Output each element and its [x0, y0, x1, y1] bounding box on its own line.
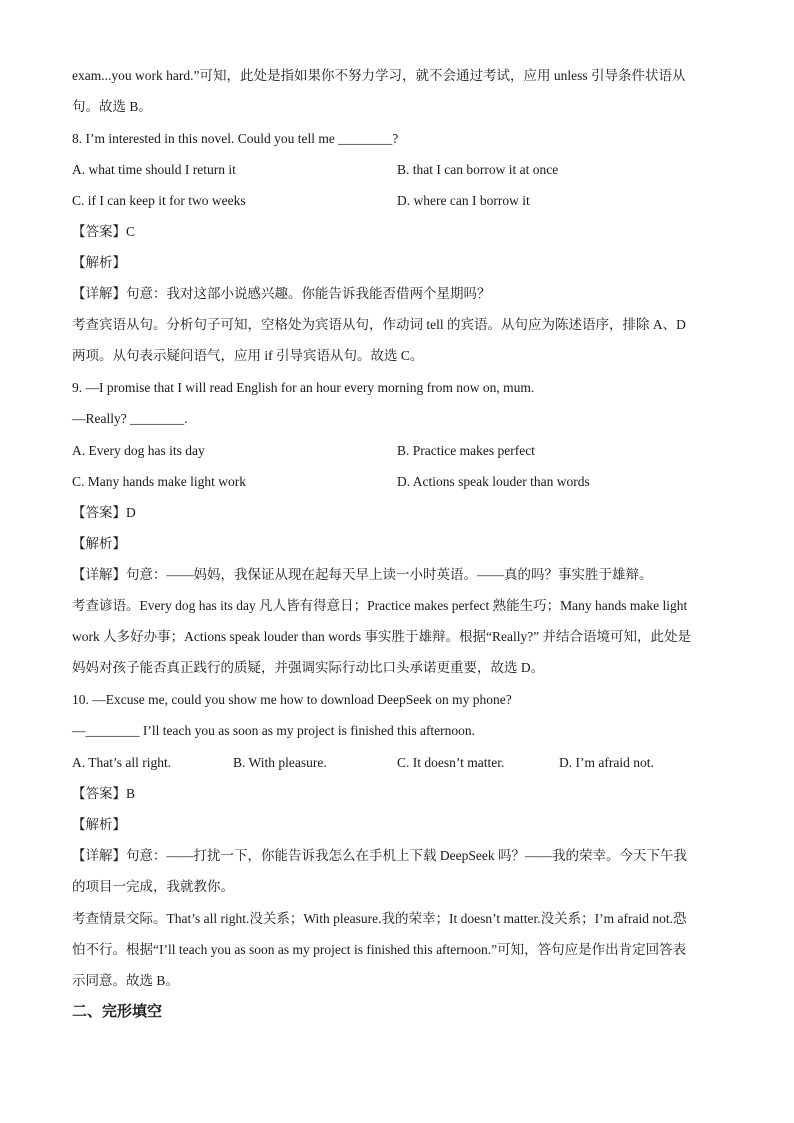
q8-explanation: 考查宾语从句。分析句子可知，空格处为宾语从句，作动词 tell 的宾语。从句应为陈述语序，排除 A、D — [72, 317, 686, 332]
text-line: exam...you work hard.”可知，此处是指如果你不努力学习，就不会通过考试，应用 unless 引导条件状语从 — [72, 68, 686, 83]
q10-explanation: 示同意。故选 B。 — [72, 973, 179, 988]
q9-explanation: 妈妈对孩子能否真正践行的质疑，并强调实际行动比口头承诺更重要，故选 D。 — [72, 660, 545, 675]
question-10-response: —________ I’ll teach you as soon as my project is finished this afternoon. — [72, 723, 476, 738]
q9-option-a: A. Every dog has its day — [72, 443, 205, 458]
q10-detail: 【详解】句意：——打扰一下，你能告诉我怎么在手机上下载 DeepSeek 吗？——我的荣幸。今天下午我 — [72, 848, 687, 863]
q8-analysis-label: 【解析】 — [72, 255, 126, 270]
q9-explanation: 考查谚语。Every dog has its day 凡人皆有得意日；Practice makes perfect 熟能生巧；Many hands make light — [72, 598, 688, 613]
q8-option-c: C. if I can keep it for two weeks — [72, 193, 246, 208]
text-line: 句。故选 B。 — [72, 99, 152, 114]
q9-option-b: B. Practice makes perfect — [397, 443, 535, 458]
q10-explanation: 怕不行。根据“I’ll teach you as soon as my project is finished this afternoon.”可知，答句应是作出肯定回答表 — [72, 942, 687, 957]
q10-explanation: 考查情景交际。That’s all right.没关系；With pleasure.我的荣幸；It doesn’t matter.没关系；I’m afraid not.恐 — [72, 911, 687, 926]
q8-option-a: A. what time should I return it — [72, 162, 236, 177]
q9-answer: 【答案】D — [72, 505, 136, 520]
question-10-stem: 10. —Excuse me, could you show me how to download DeepSeek on my phone? — [72, 692, 512, 707]
q9-option-d: D. Actions speak louder than words — [397, 474, 590, 489]
section-heading: 二、完形填空 — [72, 1004, 163, 1020]
q10-option-c: C. It doesn’t matter. — [397, 755, 505, 770]
question-9-response: —Really? ________. — [72, 411, 188, 426]
q9-analysis-label: 【解析】 — [72, 536, 126, 551]
q10-option-d: D. I’m afraid not. — [559, 755, 654, 770]
q9-option-c: C. Many hands make light work — [72, 474, 246, 489]
q10-option-a: A. That’s all right. — [72, 755, 172, 770]
q9-detail: 【详解】句意：——妈妈，我保证从现在起每天早上读一小时英语。——真的吗？事实胜于雄辩。 — [72, 567, 653, 582]
q10-answer: 【答案】B — [72, 786, 136, 801]
question-9-stem: 9. —I promise that I will read English for an hour every morning from now on, mum. — [72, 380, 535, 395]
q8-option-b: B. that I can borrow it at once — [397, 162, 559, 177]
q8-detail: 【详解】句意：我对这部小说感兴趣。你能告诉我能否借两个星期吗？ — [72, 286, 491, 301]
q9-explanation: work 人多好办事；Actions speak louder than words 事实胜于雄辩。根据“Really?” 并结合语境可知，此处是 — [72, 629, 692, 644]
q10-detail: 的项目一完成，我就教你。 — [72, 879, 234, 894]
q10-analysis-label: 【解析】 — [72, 817, 126, 832]
question-8-stem: 8. I’m interested in this novel. Could you tell me ________? — [72, 131, 399, 146]
q8-explanation: 两项。从句表示疑问语气，应用 if 引导宾语从句。故选 C。 — [72, 348, 424, 363]
q8-answer: 【答案】C — [72, 224, 136, 239]
q8-option-d: D. where can I borrow it — [397, 193, 530, 208]
q10-option-b: B. With pleasure. — [233, 755, 327, 770]
